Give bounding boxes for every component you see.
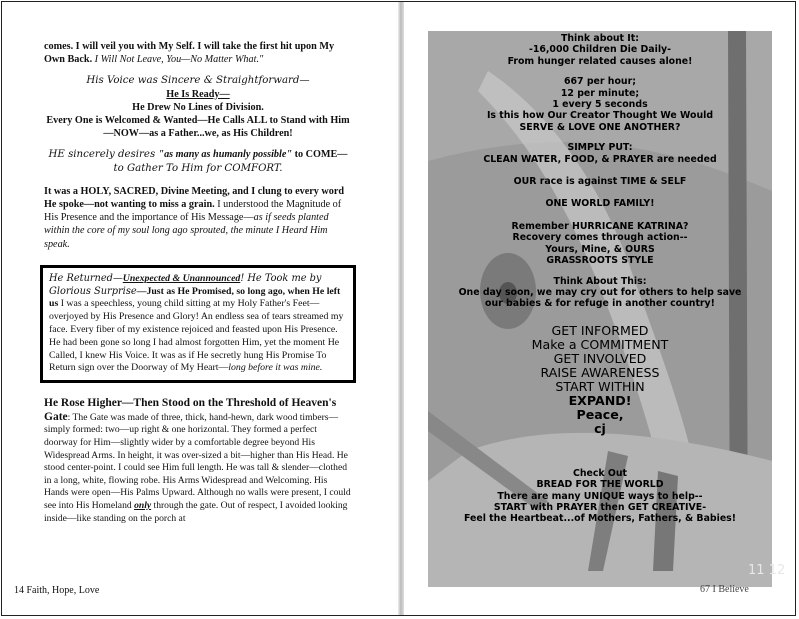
- right-footer: 67 I Believe: [700, 584, 749, 595]
- poster-line: 1 every 5 seconds: [552, 99, 648, 111]
- poster-line: OUR race is against TIME & SELF: [513, 176, 687, 188]
- poster-line: Feel the Heartbeat...of Mothers, Fathers, & Babies!: [463, 513, 737, 525]
- poster-line: Peace,: [576, 406, 624, 422]
- returned-box: He Returned—Unexpected & Unannounced! He Took me by Glorious Surprise—Just as He Promised, so long ago, when He left us I was a speechless, young child sitting at my Holy Father's Feet—overjoyed by His Presence and Glory! An endless sea of tears streamed my face. Every fiber of my existence rejoiced and feasted upon His Presence. He had been gone so long I had almost forgotten Him, yet the moment He Called, I knew His Voice. It was as if He secretly hung His Promise To Return sign over the Doorway of My Heart—long before it was mine.: [40, 265, 356, 383]
- poster-group-rates: [428, 76, 772, 133]
- poster-line: Yours, Mine, & OURS: [545, 243, 655, 255]
- poster-group-race: [428, 176, 772, 187]
- poster-line: START with PRAYER then GET CREATIVE-: [493, 501, 707, 513]
- poster-line: cj: [594, 420, 606, 436]
- poster-line: Think About This:: [553, 275, 647, 287]
- poster-line: ONE WORLD FAMILY!: [545, 198, 655, 210]
- poster-line: One day soon, we may cry out for others to help save: [458, 286, 742, 298]
- poster-line: SERVE & LOVE ONE ANOTHER?: [519, 121, 681, 133]
- poster-line: BREAD FOR THE WORLD: [536, 479, 664, 491]
- poster-group-katrina: [428, 221, 772, 267]
- poster-group-family: [428, 198, 772, 209]
- poster-line: RAISE AWARENESS: [540, 364, 660, 380]
- poster-line: Check Out: [572, 467, 628, 479]
- poster-text: [428, 31, 772, 525]
- poster-line: CLEAN WATER, FOOD, & PRAYER are needed: [483, 153, 717, 165]
- poster-line: GET INVOLVED: [553, 350, 647, 366]
- photo-date-stamp: 11 12: [748, 563, 786, 578]
- poster-line: GRASSROOTS STYLE: [546, 255, 654, 267]
- poster-line: There are many UNIQUE ways to help--: [497, 490, 703, 502]
- poster-group-think: [428, 276, 772, 310]
- poster-line: Recovery comes through action--: [512, 232, 688, 244]
- poster-line: EXPAND!: [568, 392, 632, 408]
- poster-line: SIMPLY PUT:: [567, 142, 633, 154]
- poster-line: 12 per minute;: [560, 87, 640, 99]
- paragraph-3: It was a HOLY, SACRED, Divine Meeting, and I clung to every word He spoke—not wanting to miss a grain. I understood the Magnitude of His Presence and the importance of His Message—as if seeds planted within the core of my soul long ago sprouted, the minute I Heard Him speak.: [44, 185, 345, 250]
- poster-line: From hunger related causes alone!: [507, 55, 693, 67]
- paragraph-1: comes. I will veil you with My Self. I will take the first hit upon My Own Back. I Will Not Leave, You—No Matter What.": [44, 41, 335, 66]
- poster-line: our babies & for refuge in another country!: [485, 298, 715, 310]
- poster-line: GET INFORMED: [551, 322, 649, 338]
- centered-block: His Voice was Sincere & Straightforward— He Is Ready— He Drew No Lines of Division. Every One is Welcomed & Wanted—He Calls ALL to Stand with Him—NOW—as a Father...we, as His Children! HE sincerely desires "as many as humanly possible" to COME—to Gather To Him for COMFORT.: [46, 75, 350, 174]
- poster-line: -16,000 Children Die Daily-: [528, 44, 672, 56]
- poster-line: Think about It:: [560, 33, 640, 44]
- paragraph-4: He Rose Higher—Then Stood on the Threshold of Heaven's Gate: The Gate was made of three, thick, hand-hewn, dark wood timbers—simply formed: two—up right & one horizontal. They formed a perfect doorway for Him—slightly wider by a comfortable degree beyond His Widespread Arms. In height, it was over-sized a bit—higher than His Head. He stood center-point. I could see Him full length. He was tall & slender—clothed in a long, white, flowing robe. His Arms Widespread and Welcoming. His Hands were open—His Palms Upward. Although no walls were present, I could see into His Homeland only through the gate. Out of respect, I avoided looking inside—like standing on the porch at: [44, 397, 351, 524]
- poster-line: Remember HURRICANE KATRINA?: [511, 220, 689, 232]
- left-page: [44, 40, 352, 533]
- poster-line: 667 per hour;: [564, 76, 636, 88]
- book-gutter: [398, 2, 404, 615]
- poster-line: Is this how Our Creator Thought We Would: [486, 110, 714, 122]
- poster-line: START WITHIN: [555, 378, 645, 394]
- poster-group-bread: [428, 468, 772, 525]
- poster-line: Make a COMMITMENT: [531, 336, 669, 352]
- left-footer: 14 Faith, Hope, Love: [14, 585, 100, 596]
- poster-group-simply-put: [428, 142, 772, 165]
- poster-group-actions: [428, 324, 772, 436]
- poster-group-hunger: [428, 33, 772, 67]
